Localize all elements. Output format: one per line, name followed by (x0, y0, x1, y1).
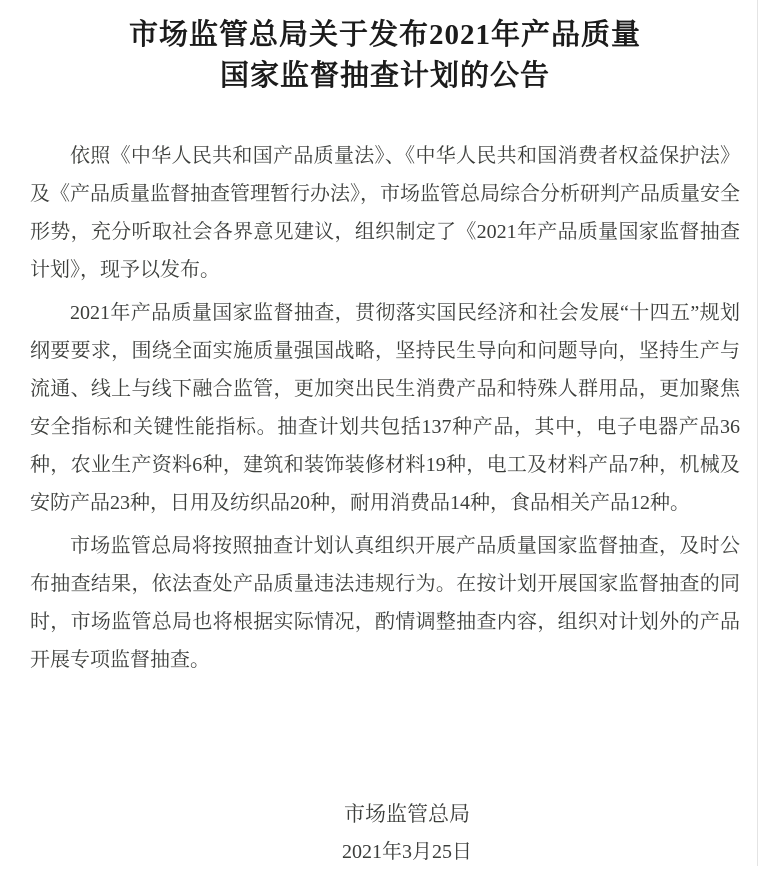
document-title (30, 15, 740, 97)
document-title-line2: 国家监督抽查计划的公告 (219, 60, 550, 92)
paragraph-legal-basis: 依照《中华人民共和国产品质量法》、《中华人民共和国消费者权益保护法》及《产品质量监督抽查管理暂行办法》，市场监管总局综合分析研判产品质量安全形势，充分听取社会各界意见建议，组织制定了《2021年产品质量国家监督抽查计划》，现予以发布。 (30, 145, 740, 281)
signature-block (52, 795, 762, 871)
paragraph-plan-overview: 2021年产品质量国家监督抽查，贯彻落实国民经济和社会发展“十四五”规划纲要要求，围绕全面实施质量强国战略，坚持民生导向和问题导向，坚持生产与流通、线上与线下融合监管，更加突出民生消费产品和特殊人群用品，更加聚焦安全指标和关键性能指标。抽查计划共包括137种产品，其中，电子电器产品36种，农业生产资料6种，建筑和装饰装修材料19种，电工及材料产品7种，机械及安防产品23种，日用及纺织品20种，耐用消费品14种，食品相关产品12种。 (30, 302, 740, 514)
document-body (30, 137, 740, 679)
issue-date: 2021年3月25日 (342, 841, 472, 863)
issuer-signature: 市场监管总局 (344, 802, 470, 826)
paragraph-implementation: 市场监管总局将按照抽查计划认真组织开展产品质量国家监督抽查，及时公布抽查结果，依法查处产品质量违法违规行为。在按计划开展国家监督抽查的同时，市场监管总局也将根据实际情况，酌情调整抽查内容，组织对计划外的产品开展专项监督抽查。 (30, 535, 740, 671)
right-edge-divider (757, 0, 758, 866)
document-title-line1: 市场监管总局关于发布2021年产品质量 (128, 19, 641, 51)
